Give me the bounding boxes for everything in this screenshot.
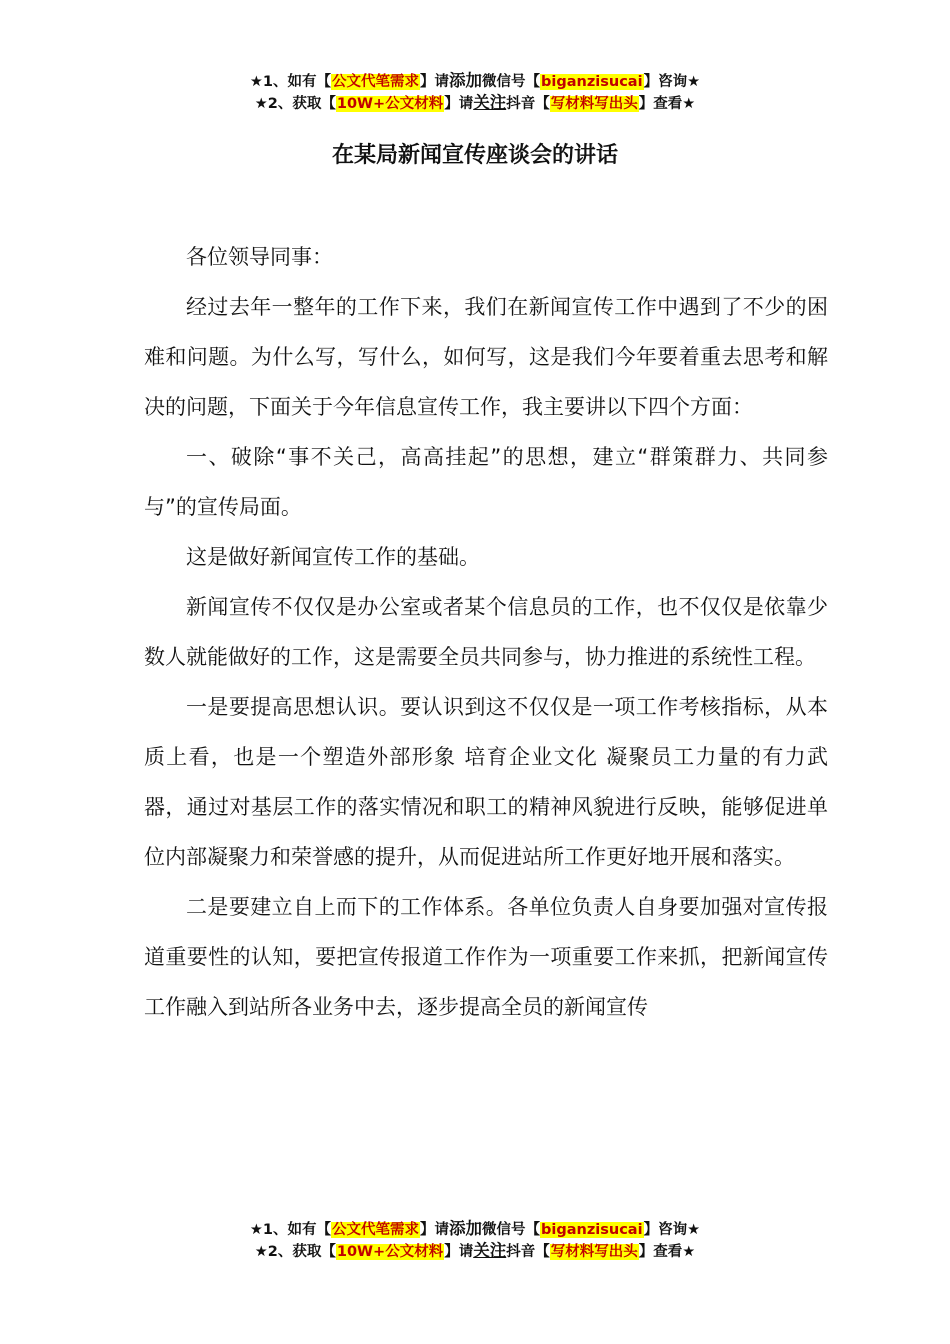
banner-line-1 [0,70,950,92]
banner-highlight: biganzisucai [541,74,643,90]
banner-highlight: 写材料写出头 [550,96,638,112]
banner-text: 】查看★ [638,1244,696,1260]
banner-text: 】请 [420,74,450,90]
footer-banner [0,1218,950,1262]
banner-text: 】咨询★ [643,1222,701,1238]
banner-line-2 [0,92,950,114]
banner-text: ★2、获取【 [254,96,336,112]
paragraph: 一是要提高思想认识。要认识到这不仅仅是一项工作考核指标，从本质上看，也是一个塑造外部形象 培育企业文化 凝聚员工力量的有力武器，通过对基层工作的落实情况和职工的精神风貌进行反映，能够促进单位内部凝聚力和荣誉感的提升，从而促进站所工作更好地开展和落实。 [144,695,828,869]
section-heading: 一、破除“事不关己，高高挂起”的思想，建立“群策群力、共同参与”的宣传局面。 [144,445,828,519]
banner-text: 】查看★ [638,96,696,112]
banner-text: 】咨询★ [643,74,701,90]
banner-text: ★1、如有【 [249,74,332,90]
document-title: 在某局新闻宣传座谈会的讲话 [331,143,618,168]
paragraph: 这是做好新闻宣传工作的基础。 [186,545,480,569]
banner-text: ★1、如有【 [249,1222,332,1238]
banner-text: ★2、获取【 [254,1244,336,1260]
banner-text: 抖音【 [506,96,550,112]
banner-emphasis: 关注 [473,1241,507,1260]
paragraph: 二是要建立自上而下的工作体系。各单位负责人自身要加强对宣传报道重要性的认知，要把宣传报道工作作为一项重要工作来抓，把新闻宣传工作融入到站所各业务中去，逐步提高全员的新闻宣传 [144,895,828,1019]
banner-text: 】请 [444,96,474,112]
banner-highlight: 10W+公文材料 [336,96,444,112]
banner-text: 微信号【 [482,74,541,90]
salutation: 各位领导同事： [186,245,333,269]
banner-line-1 [0,1218,950,1240]
banner-highlight: 写材料写出头 [550,1244,638,1260]
banner-highlight: biganzisucai [541,1222,643,1238]
banner-text: 微信号【 [482,1222,541,1238]
banner-text: 抖音【 [506,1244,550,1260]
banner-text: 】请 [420,1222,450,1238]
paragraph: 经过去年一整年的工作下来，我们在新闻宣传工作中遇到了不少的困难和问题。为什么写，写什么，如何写，这是我们今年要着重去思考和解决的问题，下面关于今年信息宣传工作，我主要讲以下四个方面： [144,295,828,419]
banner-emphasis: 添加 [449,71,483,90]
banner-emphasis: 关注 [473,93,507,112]
banner-text: 】请 [444,1244,474,1260]
banner-highlight: 10W+公文材料 [336,1244,444,1260]
paragraph: 新闻宣传不仅仅是办公室或者某个信息员的工作，也不仅仅是依靠少数人就能做好的工作，这是需要全员共同参与，协力推进的系统性工程。 [144,595,828,669]
header-banner [0,70,950,114]
banner-highlight: 公文代笔需求 [332,1222,420,1238]
banner-highlight: 公文代笔需求 [332,74,420,90]
banner-line-2 [0,1240,950,1262]
banner-emphasis: 添加 [449,1219,483,1238]
document-body [144,232,828,1032]
